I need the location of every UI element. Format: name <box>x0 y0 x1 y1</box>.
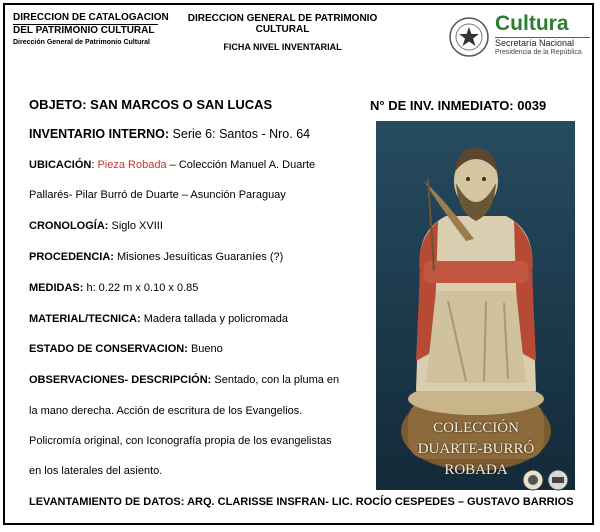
cultura-logo <box>495 12 590 57</box>
objeto-title: OBJETO: SAN MARCOS O SAN LUCAS <box>29 97 273 112</box>
ubicacion-colon: : <box>91 159 95 171</box>
footer-credits <box>29 496 574 508</box>
medidas-label: MEDIDAS: <box>29 282 84 294</box>
material-value: Madera tallada y policromada <box>143 313 288 325</box>
observaciones-line4: en los laterales del asiento. <box>29 465 163 477</box>
procedencia-value: Misiones Jesuíticas Guaraníes (?) <box>117 251 284 263</box>
catalog-logo-line1: DIRECCION DE CATALOGACION <box>13 12 169 23</box>
stamp-line3: ROBADA <box>444 462 508 478</box>
ubicacion-label: UBICACIÓN <box>29 159 92 171</box>
ubicacion-value2: Pallarés- Pilar Burró de Duarte – Asunción Paraguay <box>29 189 286 201</box>
ubicacion-value1: – Colección Manuel A. Duarte <box>169 159 316 171</box>
catalog-logo-line2: DEL PATRIMONIO CULTURAL <box>13 24 158 37</box>
catalog-logo <box>13 12 169 49</box>
cronologia-label: CRONOLOGÍA: <box>29 220 109 232</box>
stamp-line1: COLECCIÓN <box>433 420 519 436</box>
ubicacion-status: Pieza Robada <box>97 159 167 171</box>
observaciones-row <box>29 373 339 387</box>
observaciones-line3: Policromía original, con Iconografía propia de los evangelistas <box>29 435 332 447</box>
observaciones-line2: la mano derecha. Acción de escritura de los Evangelios. <box>29 405 303 417</box>
ubicacion-row <box>29 158 315 172</box>
procedencia-row <box>29 250 283 264</box>
header-title: DIRECCION GENERAL DE PATRIMONIO CULTURAL <box>187 13 378 35</box>
cronologia-row <box>29 219 163 233</box>
header-subtitle: FICHA NIVEL INVENTARIAL <box>223 42 342 52</box>
cronologia-value: Siglo XVIII <box>111 220 163 232</box>
inventario-label: INVENTARIO INTERNO: <box>29 127 170 141</box>
footer-label: LEVANTAMIENTO DE DATOS: <box>29 496 185 508</box>
medidas-row <box>29 281 198 295</box>
estado-label: ESTADO DE CONSERVACION: <box>29 343 188 355</box>
procedencia-label: PROCEDENCIA: <box>29 251 114 263</box>
inventory-number: N° DE INV. INMEDIATO: 0039 <box>370 98 547 113</box>
inventario-value: Serie 6: Santos - Nro. 64 <box>172 127 311 141</box>
national-seal-icon <box>448 16 490 58</box>
observaciones-line1: Sentado, con la pluma en <box>214 374 340 386</box>
medidas-value: h: 0.22 m x 0.10 x 0.85 <box>86 282 199 294</box>
brand-name: Cultura <box>495 12 569 35</box>
estado-row <box>29 342 223 356</box>
stamp-line2: DUARTE-BURRÓ <box>417 441 535 457</box>
material-label: MATERIAL/TECNICA: <box>29 313 141 325</box>
catalog-logo-line3: Dirección General de Patrimonio Cultural <box>13 39 150 46</box>
material-row <box>29 312 288 326</box>
estado-value: Bueno <box>190 343 223 355</box>
footer-value: ARQ. CLARISSE INSFRAN- LIC. ROCÍO CESPEDES – GUSTAVO BARRIOS <box>187 496 574 508</box>
watermark-logos-icon <box>522 469 572 491</box>
brand-line1: Secretaría Nacional <box>495 37 590 48</box>
inventario-row <box>29 127 310 141</box>
observaciones-label: OBSERVACIONES- DESCRIPCIÓN: <box>29 374 212 386</box>
brand-line2: Presidencia de la República <box>495 49 582 56</box>
